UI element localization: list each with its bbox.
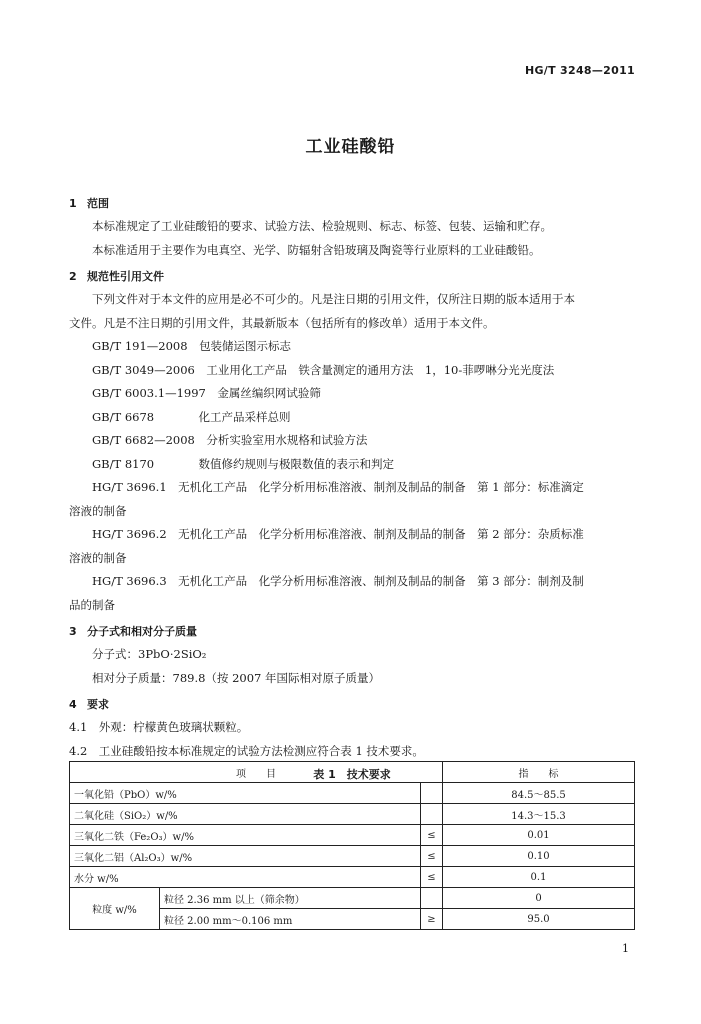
reference-code: GB/T 6003.1—1997 — [92, 386, 206, 400]
page-number: 1 — [622, 942, 629, 955]
table-row — [70, 846, 635, 867]
row-symbol: ≤ — [421, 825, 443, 846]
reference-name: 化工产品采样总则 — [198, 409, 291, 424]
section-title: 规范性引用文件 — [87, 270, 164, 283]
standard-code: HG/T 3248—2011 — [524, 64, 635, 77]
section-4-heading — [69, 694, 635, 716]
table-row — [70, 825, 635, 846]
table-row — [70, 888, 635, 909]
clause-4-2: 4.2 工业硅酸铅按本标准规定的试验方法检测应符合表 1 技术要求。 — [69, 743, 424, 758]
section-1-heading — [69, 193, 635, 215]
reference-code: GB/T 3049—2006 — [92, 362, 195, 377]
section-title: 范围 — [87, 197, 109, 210]
reference-item — [69, 359, 635, 383]
reference-item — [69, 453, 635, 477]
section-title: 分子式和相对分子质量 — [87, 625, 197, 638]
row-value: 95.0 — [443, 909, 635, 930]
clause-4-1: 4.1 外观：柠檬黄色玻璃状颗粒。 — [69, 720, 249, 734]
row-item: 水分 w/% — [70, 867, 421, 888]
reference-item — [69, 429, 635, 453]
header-value: 指 标 — [443, 762, 635, 783]
reference-code: GB/T 8170 — [92, 456, 155, 471]
row-value: 0 — [443, 888, 635, 909]
reference-code: GB/T 6678 — [92, 409, 155, 424]
row-value: 84.5～85.5 — [443, 783, 635, 804]
reference-item — [69, 335, 635, 359]
row-value: 0.10 — [443, 846, 635, 867]
row-symbol — [421, 783, 443, 804]
paragraph: 本标准规定了工业硅酸铅的要求、试验方法、检验规则、标志、标签、包装、运输和贮存。 — [92, 219, 552, 233]
reference-name: 分析实验室用水规格和试验方法 — [206, 433, 368, 447]
reference-name: 工业用化工产品 铁含量测定的通用方法 1，10-菲啰啉分光光度法 — [206, 362, 555, 377]
reference-item: HG/T 3696.3 无机化工产品 化学分析用标准溶液、制剂及制品的制备 第 3 部分：制剂及制 — [92, 574, 584, 588]
reference-code: GB/T 191—2008 — [92, 339, 188, 353]
reference-name: 包装储运图示标志 — [199, 339, 292, 353]
paragraph: 下列文件对于本文件的应用是必不可少的。凡是注日期的引用文件，仅所注日期的版本适用于本 — [92, 292, 575, 306]
row-value: 0.1 — [443, 867, 635, 888]
reference-item: HG/T 3696.1 无机化工产品 化学分析用标准溶液、制剂及制品的制备 第 1 部分：标准滴定 — [92, 480, 584, 494]
reference-item-continued: 品的制备 — [69, 597, 115, 612]
reference-item-continued: 溶液的制备 — [69, 550, 127, 565]
reference-item-continued: 溶液的制备 — [69, 503, 127, 518]
row-symbol: ≤ — [421, 867, 443, 888]
reference-item: HG/T 3696.2 无机化工产品 化学分析用标准溶液、制剂及制品的制备 第 2 部分：杂质标准 — [92, 527, 584, 541]
table-row — [70, 804, 635, 825]
table-header-row — [70, 762, 635, 783]
molecular-formula: 分子式：3PbO·2SiO₂ — [92, 647, 207, 661]
section-number: 2 — [69, 270, 77, 283]
table-caption: 表 1 技术要求 — [313, 768, 391, 781]
row-value: 0.01 — [443, 825, 635, 846]
reference-name: 数值修约规则与极限数值的表示和判定 — [198, 456, 394, 471]
paragraph: 本标准适用于主要作为电真空、光学、防辐射含铅玻璃及陶瓷等行业原料的工业硅酸铅。 — [92, 242, 541, 257]
row-symbol — [421, 804, 443, 825]
document-title: 工业硅酸铅 — [305, 137, 396, 157]
row-item: 三氧化二铁（Fe₂O₃）w/% — [70, 825, 421, 846]
spec-table — [69, 761, 635, 930]
section-title: 要求 — [87, 698, 109, 711]
row-item: 二氧化硅（SiO₂）w/% — [70, 804, 421, 825]
header-item: 项 目 — [70, 762, 443, 783]
row-item: 粒径 2.00 mm～0.106 mm — [160, 909, 421, 930]
reference-item — [69, 382, 635, 406]
reference-item — [69, 406, 635, 430]
section-number: 1 — [69, 197, 77, 210]
section-number: 3 — [69, 625, 77, 638]
section-number: 4 — [69, 698, 77, 711]
section-3-heading — [69, 621, 635, 643]
row-symbol — [421, 888, 443, 909]
document-body — [69, 193, 635, 787]
granularity-label: 粒度 w/% — [70, 888, 160, 930]
row-symbol: ≥ — [421, 909, 443, 930]
row-item: 三氧化二铝（Al₂O₃）w/% — [70, 846, 421, 867]
table-row — [70, 783, 635, 804]
row-value: 14.3～15.3 — [443, 804, 635, 825]
row-symbol: ≤ — [421, 846, 443, 867]
reference-name: 金属丝编织网试验筛 — [217, 386, 321, 400]
molecular-mass: 相对分子质量：789.8（按 2007 年国际相对原子质量） — [92, 670, 380, 685]
section-2-heading — [69, 266, 635, 288]
reference-code: GB/T 6682—2008 — [92, 433, 195, 447]
row-item: 一氧化铅（PbO）w/% — [70, 783, 421, 804]
table-row — [70, 867, 635, 888]
row-item: 粒径 2.36 mm 以上（筛余物） — [160, 888, 421, 909]
paragraph: 文件。凡是不注日期的引用文件，其最新版本（包括所有的修改单）适用于本文件。 — [69, 315, 495, 330]
